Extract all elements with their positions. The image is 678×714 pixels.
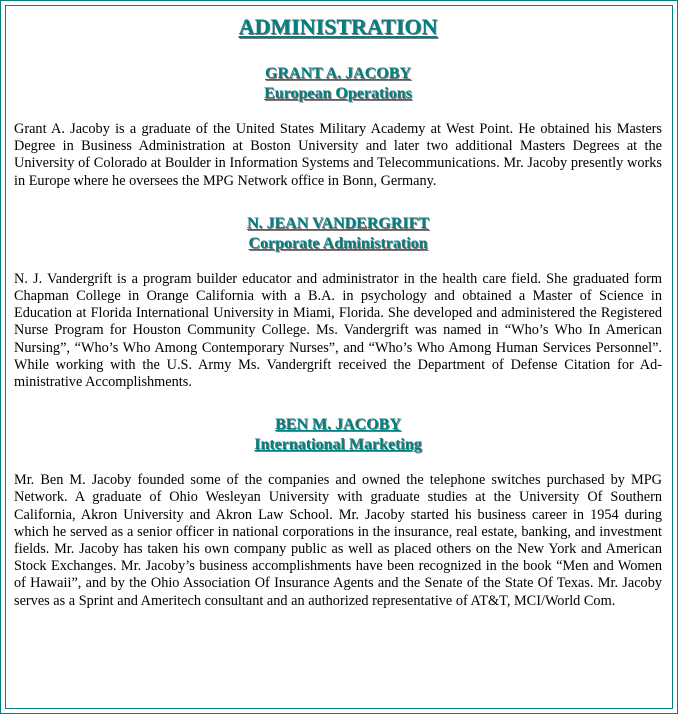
person-bio: Mr. Ben M. Jacoby founded some of the companies and owned the telephone switches purchased by MPG Network. A graduate of Ohio Wesleyan University with graduate studies at the University Of Southern California, Akron University and Akron Law School. Mr. Jacoby started his business career in 1954 during which he served as a senior officer in national corporations in the insurance, real estate, banking, and investment fields. Mr. Jacoby has taken his own company public as well as placed others on the New York and American Stock Exchanges. Mr. Jacoby’s business accomplishments have been recognized in the book “Men and Women of Hawaii”, and by the Ohio Association Of Insurance Agents and the Senate of the State Of Texas. Mr. Jacoby serves as a Sprint and Ameritech consultant and an authorized representative of AT&T, MCI/World Com. [14, 472, 662, 609]
person-role: Corporate Administration [248, 234, 428, 252]
administration-document [14, 14, 662, 610]
person-role: International Marketing [254, 436, 422, 454]
person-bio: Grant A. Jacoby is a graduate of the United States Military Academy at West Point. He obtained his Masters Degree in Business Administration at Boston University and later two additional Masters Degrees at the University of Colorado at Boulder in Information Systems and Telecommunications. Mr. Jacoby presently works in Europe where he oversees the MPG Network office in Bonn, Germany. [14, 121, 662, 189]
person-name: GRANT A. JACOBY [265, 65, 411, 82]
section-ben-jacoby [14, 415, 662, 610]
section-grant-jacoby [14, 64, 662, 190]
person-bio: N. J. Vandergrift is a program builder educator and administrator in the health care field. She graduated form Chapman College in Orange California with a B.A. in psychology and obtained a Master of Science in Education at Florida International University in Miami, Florida. She developed and administered the Registered Nurse Program for Houston Community College. Ms. Vandergrift was named in “Who’s Who In American Nursing”, “Who’s Who Among Contemporary Nurses”, and “Who’s Who Among Human Services Personnel”. While working with the U.S. Army Ms. Vandergrift received the Department of Defense Citation for Administrative Accomplishments. [14, 270, 662, 391]
person-role: European Operations [264, 85, 412, 102]
person-name: BEN M. JACOBY [275, 416, 401, 434]
page-title: ADMINISTRATION [238, 14, 438, 39]
person-name: N. JEAN VANDERGRIFT [246, 214, 430, 232]
section-jean-vandergrift [14, 214, 662, 391]
